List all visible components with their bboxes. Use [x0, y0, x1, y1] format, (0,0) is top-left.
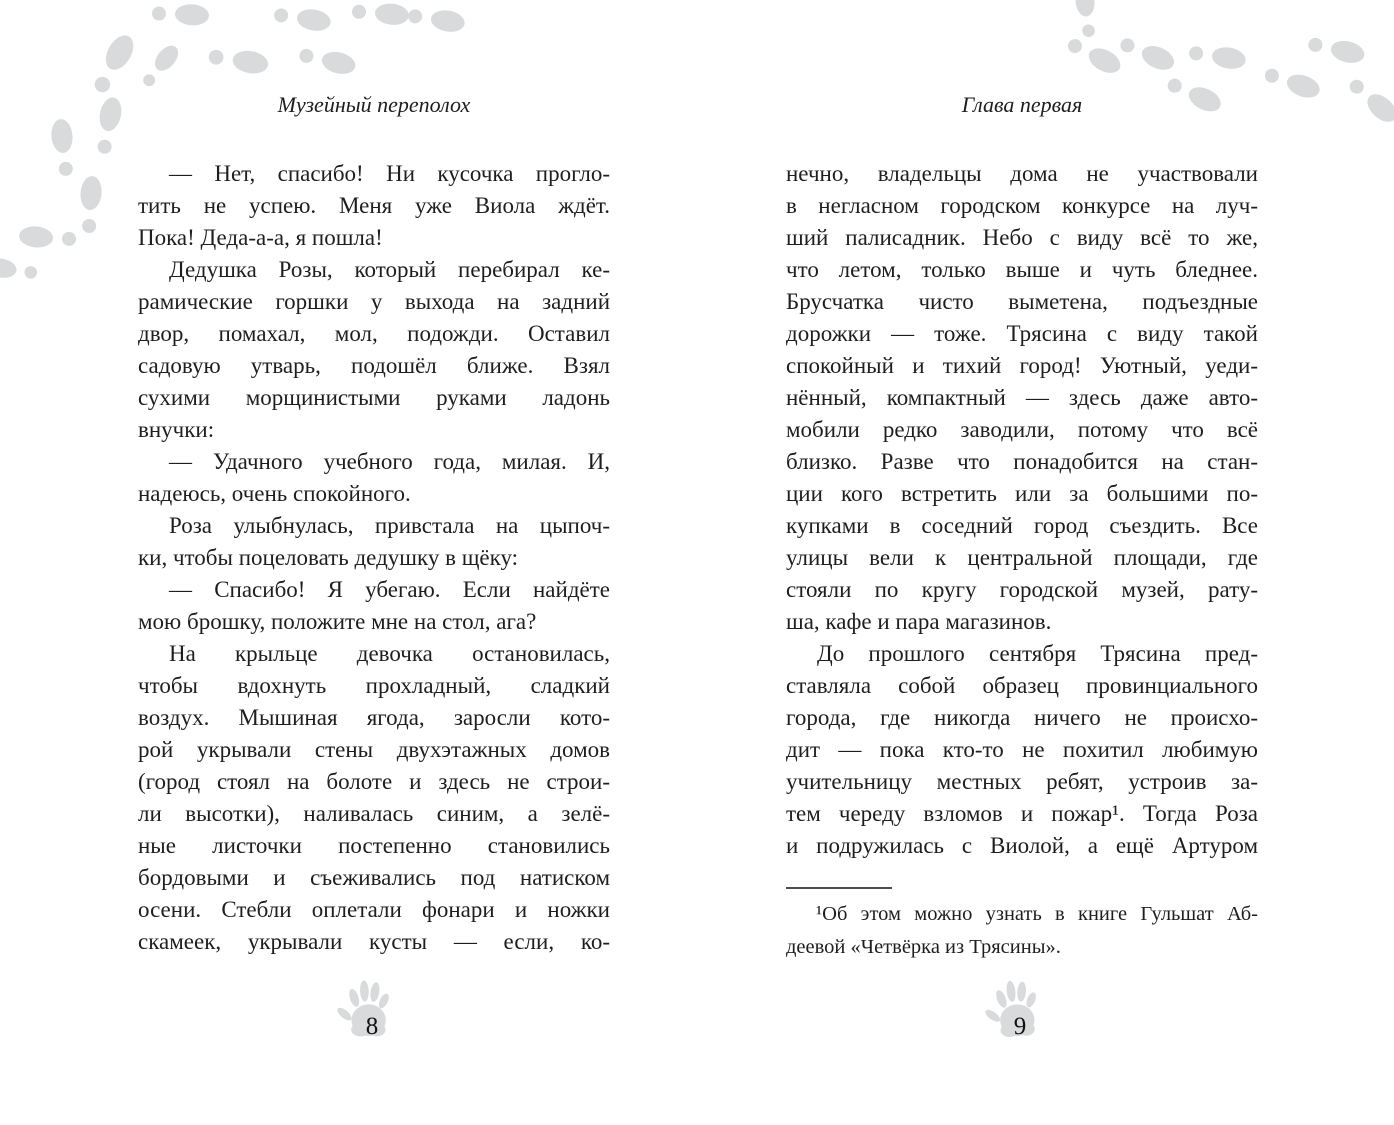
text-line: сухими морщинистыми руками ладонь	[138, 385, 610, 410]
footprint-icon	[1074, 0, 1097, 38]
text-line: ли высотки), наливалась синим, а зелё-	[138, 801, 610, 826]
text-line: До прошлого сентября Трясина пред-	[817, 641, 1258, 666]
text-line: купками в соседний город съездить. Все	[786, 513, 1258, 538]
text-line: (город стоял на болоте и здесь не строи-	[138, 769, 610, 794]
text-line: учительницу местных ребят, устроив за-	[786, 769, 1258, 794]
text-line: На крыльце девочка остановилась,	[169, 641, 610, 666]
text-line: — Удачного учебного года, милая. И,	[169, 449, 610, 474]
text-line: мою брошку, положите мне на стол, ага?	[138, 609, 537, 634]
text-line: мобили редко заводили, потому что всё	[786, 417, 1258, 442]
text-line: ки, чтобы поцеловать дедушку в щёку:	[138, 545, 519, 570]
footprint-icon	[1117, 32, 1178, 74]
text-line: деевой «Четвёрка из Трясины».	[786, 936, 1061, 958]
running-header-left: Музейный переполох	[277, 92, 471, 117]
text-line: нечно, владельцы дома не участвовали	[786, 161, 1258, 186]
text-line: спокойный и тихий город! Уютный, уеди-	[786, 353, 1258, 378]
text-line: тем череду взломов и пожар¹. Тогда Роза	[786, 801, 1258, 826]
text-line: Роза улыбнулась, привстала на цыпоч-	[169, 513, 610, 538]
footprint-icon	[92, 95, 124, 155]
page-number: 8	[365, 1013, 379, 1040]
folio-right	[960, 968, 1080, 1078]
footprint-icon	[351, 0, 410, 26]
text-line: в негласном городском конкурсе на луч-	[786, 193, 1258, 218]
footprint-icon	[18, 225, 77, 251]
text-line: — Спасибо! Я убегаю. Если найдёте	[169, 577, 610, 602]
footnote-divider	[786, 887, 892, 889]
text-line: Дедушка Розы, который перебирал ке-	[169, 257, 610, 282]
footprint-icon	[297, 43, 357, 77]
footprint-icon	[50, 118, 76, 177]
footprint-icon	[407, 4, 467, 35]
text-line: чтобы вдохнуть прохладный, сладкий	[138, 673, 610, 698]
right-page-text	[786, 158, 1258, 964]
footprint-icon	[1064, 33, 1124, 78]
text-line: улицы вели к центральной площади, где	[786, 545, 1258, 570]
text-line: рамические горшки у выхода на задний	[138, 289, 610, 314]
text-line: стояли по кругу городской музей, рату-	[786, 577, 1258, 602]
text-line: Брусчатка чисто выметена, подъездные	[786, 289, 1258, 314]
text-line: внучки:	[138, 417, 215, 442]
text-line: — Нет, спасибо! Ни кусочка прогло-	[169, 161, 610, 186]
footprint-icon	[77, 175, 103, 234]
text-line: дорожки — тоже. Трясина с виду такой	[786, 321, 1258, 346]
text-line: ставляла собой образец провинциального	[786, 673, 1258, 698]
text-line: что летом, только выше и чуть бледнее.	[786, 257, 1258, 282]
text-line: бордовыми и съеживались под натиском	[138, 865, 610, 890]
text-line: близко. Разве что понадобится на стан-	[786, 449, 1258, 474]
footprint-icon	[1188, 41, 1248, 72]
text-line: ные листочки постепенно становились	[138, 833, 610, 858]
text-line: садовую утварь, подошёл ближе. Взял	[138, 353, 610, 378]
footprint-icon	[1306, 32, 1366, 66]
running-header-right: Глава первая	[961, 92, 1083, 117]
left-page-text	[138, 158, 610, 958]
text-line: скамеек, укрывали кусты — если, ко-	[138, 929, 610, 954]
text-line: надеюсь, очень спокойного.	[138, 481, 411, 506]
page-number: 9	[1013, 1013, 1027, 1040]
text-line: и подружилась с Виолой, а ещё Артуром	[786, 833, 1258, 858]
footprint-icon	[1345, 73, 1394, 127]
text-line: рой укрывали стены двухэтажных домов	[138, 737, 610, 762]
text-line: ша, кафе и пара магазинов.	[786, 609, 1052, 634]
text-line: города, где никогда ничего не происхо-	[786, 705, 1258, 730]
folio-left	[312, 968, 432, 1078]
text-line: осени. Стебли оплетали фонари и ножки	[138, 897, 610, 922]
footprint-icon	[138, 41, 183, 90]
text-line: двор, помахал, мол, подожди. Оставил	[138, 321, 610, 346]
text-line: тить не успею. Меня уже Виола ждёт.	[138, 193, 610, 218]
text-line: дит — пока кто-то не похитил любимую	[786, 737, 1258, 762]
text-line: воздух. Мышиная ягода, заросли кото-	[138, 705, 610, 730]
text-line: ¹Об этом можно узнать в книге Гульшат Аб-	[816, 903, 1258, 925]
footprint-icon	[0, 256, 38, 284]
footprint-icon	[88, 31, 139, 97]
text-line: нённый, компактный — здесь даже авто-	[786, 385, 1258, 410]
footprint-icon	[1262, 63, 1323, 102]
footprint-icon	[273, 3, 333, 34]
text-line: Пока! Деда-а-а, я пошла!	[138, 225, 383, 250]
footprint-icon	[151, 2, 209, 27]
text-line: ший палисадник. Небо с виду всё то же,	[786, 225, 1258, 250]
footprint-icon	[207, 44, 270, 76]
text-line: ции кого встретить или за большими по-	[786, 481, 1258, 506]
